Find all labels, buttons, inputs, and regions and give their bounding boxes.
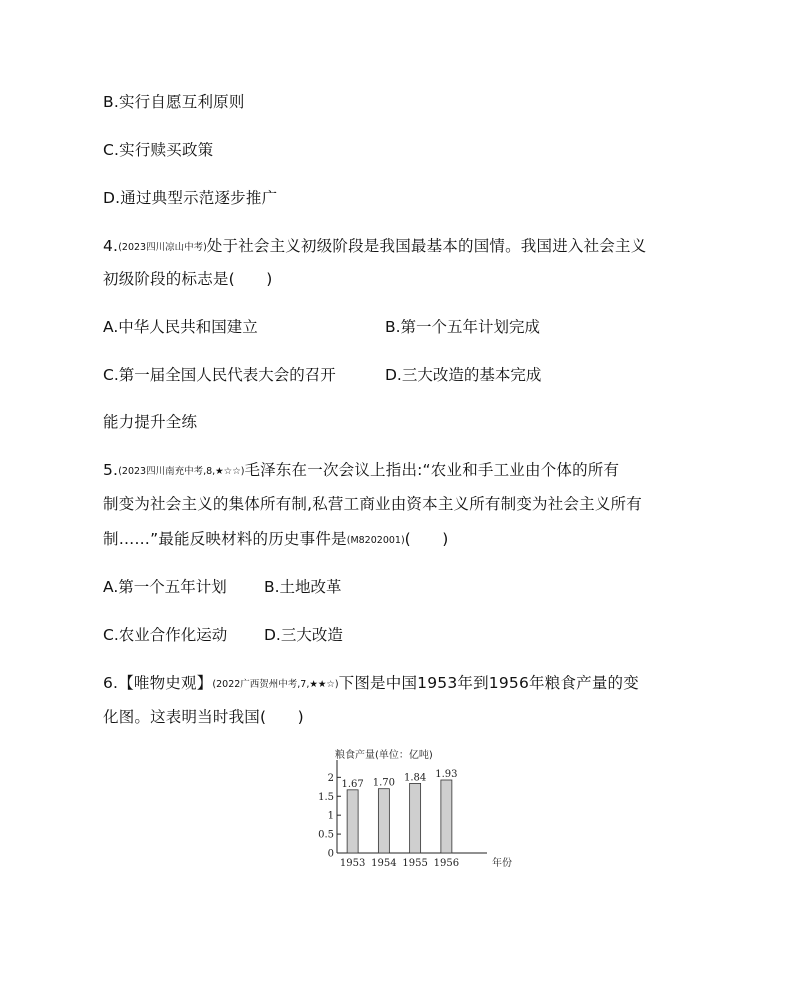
- q4-option-d: D.三大改造的基本完成: [385, 366, 542, 384]
- y-tick-label: 2: [327, 772, 334, 784]
- q5-stem-text3: 制……”最能反映材料的历史事件是: [103, 530, 347, 548]
- q5-number: 5.: [103, 461, 119, 479]
- q5-stem-line1: [103, 459, 619, 483]
- y-tick-label: 0.5: [318, 829, 334, 841]
- x-tick-label: 1955: [402, 858, 428, 869]
- q5-stem-blank: ( ): [404, 530, 449, 548]
- q3-option-d: D.通过典型示范逐步推广: [103, 189, 278, 207]
- bar-1956: [441, 780, 452, 853]
- q5-stem-line2: 制变为社会主义的集体所有制,私营工商业由资本主义所有制变为社会主义所有: [103, 495, 642, 513]
- q5-code: (M8202001): [346, 535, 405, 546]
- q6-tag: 【唯物史观】: [118, 674, 213, 692]
- x-tick-label: 1956: [433, 858, 460, 869]
- q4-option-c: C.第一届全国人民代表大会的召开: [103, 366, 336, 384]
- q4-stem-line1: [103, 235, 646, 259]
- q4-number: 4.: [103, 237, 119, 255]
- x-axis-label: 年份: [492, 858, 512, 869]
- y-tick-label: 1: [327, 810, 334, 822]
- y-axis-label: 粮食产量(单位：亿吨): [335, 750, 433, 761]
- bar-value-label: 1.67: [341, 778, 364, 790]
- q3-option-c: C.实行赎买政策: [103, 141, 214, 159]
- q5-source: (2023四川南充中考,8,★☆☆): [118, 466, 245, 477]
- q6-stem-text: 下图是中国1953年到1956年粮食产量的变: [338, 674, 639, 692]
- q3-option-b: B.实行自愿互利原则: [103, 93, 245, 111]
- y-tick-label: 1.5: [318, 791, 334, 803]
- x-tick-label: 1954: [371, 858, 397, 869]
- bar-1955: [410, 783, 421, 853]
- q6-stem-line2: 化图。这表明当时我国( ): [103, 708, 304, 726]
- q4-stem-text: 处于社会主义初级阶段是我国最基本的国情。我国进入社会主义: [206, 237, 647, 255]
- q4-option-a: A.中华人民共和国建立: [103, 318, 258, 336]
- y-tick-label: 0: [327, 848, 334, 860]
- grain-output-chart: [305, 748, 512, 873]
- bar-1953: [347, 790, 358, 853]
- q4-stem-line2: 初级阶段的标志是( ): [103, 270, 273, 288]
- q4-option-b: B.第一个五年计划完成: [385, 318, 541, 336]
- q5-option-c: C.农业合作化运动: [103, 626, 228, 644]
- q6-number: 6.: [103, 674, 119, 692]
- q6-source: (2022广西贺州中考,7,★★☆): [212, 679, 339, 690]
- x-tick-label: 1953: [339, 858, 366, 869]
- bar-value-label: 1.84: [403, 772, 427, 784]
- q4-source: (2023四川凉山中考): [118, 242, 207, 253]
- q5-option-a: A.第一个五年计划: [103, 578, 227, 596]
- q5-option-d: D.三大改造: [264, 626, 343, 644]
- chart-svg: [305, 748, 512, 873]
- q5-option-b: B.土地改革: [264, 578, 342, 596]
- section-title: 能力提升全练: [103, 413, 198, 431]
- bar-1954: [378, 789, 389, 853]
- bar-value-label: 1.70: [372, 777, 396, 789]
- q5-stem-text: 毛泽东在一次会议上指出:“农业和手工业由个体的所有: [244, 461, 620, 479]
- bar-value-label: 1.93: [435, 768, 458, 780]
- q6-stem-line1: [103, 672, 639, 696]
- q5-stem-line3: [103, 528, 449, 552]
